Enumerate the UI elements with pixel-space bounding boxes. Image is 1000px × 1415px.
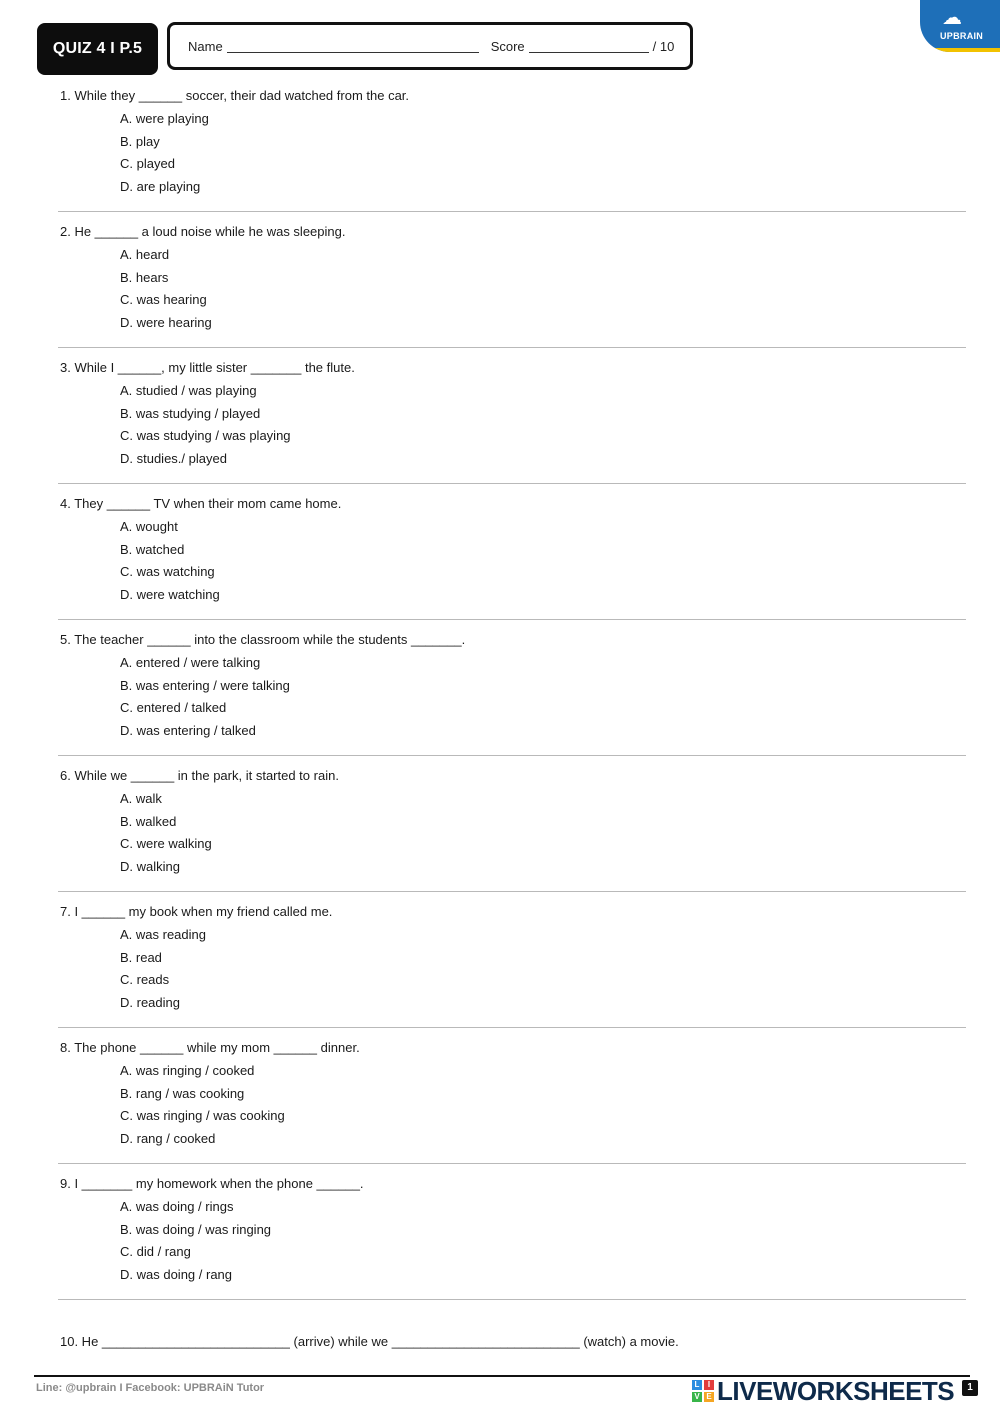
answer-option[interactable]: C. was studying / was playing [120, 428, 291, 444]
score-total: / 10 [652, 38, 675, 54]
score-field[interactable] [529, 40, 649, 53]
answer-option[interactable]: C. were walking [120, 836, 212, 852]
answer-option[interactable]: B. watched [120, 541, 185, 557]
answer-option[interactable]: C. was ringing / was cooking [120, 1108, 285, 1124]
question-divider [58, 619, 966, 620]
answer-option[interactable]: D. reading [120, 995, 180, 1011]
question-block [60, 765, 966, 879]
answer-option[interactable]: C. was watching [120, 564, 215, 580]
answer-option[interactable]: C. reads [120, 972, 170, 988]
name-label: Name [188, 38, 223, 54]
question-text: 5. The teacher ______ into the classroom while the students _______. [60, 632, 466, 647]
question-block [60, 629, 966, 743]
answer-option[interactable]: A. studied / was playing [120, 382, 257, 398]
liveworksheets-watermark [692, 1376, 954, 1406]
question-text: 6. While we ______ in the park, it started to rain. [60, 768, 339, 783]
question-text: 2. He ______ a loud noise while he was sleeping. [60, 224, 346, 239]
upbrain-logo [920, 0, 1000, 52]
name-score-box [167, 22, 693, 70]
answer-option[interactable]: D. were hearing [120, 315, 212, 331]
brain-icon: ☁ [942, 7, 962, 29]
answer-option[interactable]: A. walk [120, 790, 162, 806]
question-divider [58, 1163, 966, 1164]
question-divider [58, 755, 966, 756]
liveworksheets-icon: L I V E [692, 1380, 714, 1402]
name-field[interactable] [227, 40, 479, 53]
answer-option[interactable]: D. were watching [120, 587, 220, 603]
question-text: 9. I _______ my homework when the phone ______. [60, 1176, 364, 1191]
answer-option[interactable]: B. was entering / were talking [120, 677, 290, 693]
answer-option[interactable]: D. rang / cooked [120, 1131, 216, 1147]
question-text: 8. The phone ______ while my mom ______ dinner. [60, 1040, 360, 1055]
answer-option[interactable]: A. heard [120, 246, 170, 262]
answer-option[interactable]: D. walking [120, 859, 180, 875]
question-block [60, 1037, 966, 1151]
answer-option[interactable]: C. entered / talked [120, 700, 227, 716]
answer-option[interactable]: A. were playing [120, 110, 209, 126]
answer-option[interactable]: D. was entering / talked [120, 723, 256, 739]
answer-option[interactable]: B. read [120, 949, 162, 965]
question-text: 1. While they ______ soccer, their dad watched from the car. [60, 88, 410, 103]
question-block [60, 357, 966, 471]
question-divider [58, 211, 966, 212]
answer-option[interactable]: B. was doing / was ringing [120, 1221, 272, 1237]
answer-option[interactable]: A. was doing / rings [120, 1198, 234, 1214]
answer-option[interactable]: A. wought [120, 518, 178, 534]
score-label: Score [490, 38, 525, 54]
question-block [60, 1173, 966, 1287]
answer-option[interactable]: C. was hearing [120, 292, 207, 308]
answer-option[interactable]: B. hears [120, 269, 169, 285]
answer-option[interactable]: A. was reading [120, 926, 206, 942]
answer-option[interactable]: B. play [120, 133, 160, 149]
footer-contact: Line: @upbrain I Facebook: UPBRAiN Tutor [36, 1382, 265, 1394]
question-text: 3. While I ______, my little sister _______ the flute. [60, 360, 355, 375]
question-divider [58, 483, 966, 484]
answer-option[interactable]: B. rang / was cooking [120, 1085, 245, 1101]
question-text: 4. They ______ TV when their mom came home. [60, 496, 342, 511]
answer-option[interactable]: D. was doing / rang [120, 1267, 233, 1283]
question-divider [58, 1027, 966, 1028]
question-block [60, 493, 966, 607]
page-number: 1 [962, 1380, 978, 1396]
liveworksheets-text: LIVEWORKSHEETS [717, 1375, 955, 1406]
answer-option[interactable]: D. are playing [120, 179, 201, 195]
answer-option[interactable]: A. was ringing / cooked [120, 1062, 255, 1078]
answer-option[interactable]: C. played [120, 156, 175, 172]
answer-option[interactable]: A. entered / were talking [120, 654, 261, 670]
question-divider [58, 347, 966, 348]
answer-option[interactable]: C. did / rang [120, 1244, 191, 1260]
logo-swoosh [920, 48, 1000, 52]
question-text: 7. I ______ my book when my friend called me. [60, 904, 333, 919]
quiz-title-badge: QUIZ 4 I P.5 [37, 23, 158, 75]
question-block [60, 221, 966, 335]
answer-option[interactable]: B. walked [120, 813, 177, 829]
question-divider [58, 1299, 966, 1300]
answer-option[interactable]: B. was studying / played [120, 405, 261, 421]
question-block [60, 901, 966, 1015]
question-10-fill-in[interactable]: 10. He __________________________ (arrive) while we __________________________ (watch) a movie. [60, 1334, 679, 1349]
answer-option[interactable]: D. studies./ played [120, 451, 227, 467]
question-divider [58, 891, 966, 892]
question-block [60, 85, 966, 199]
logo-brand-text: UPBRAIN [940, 31, 984, 41]
